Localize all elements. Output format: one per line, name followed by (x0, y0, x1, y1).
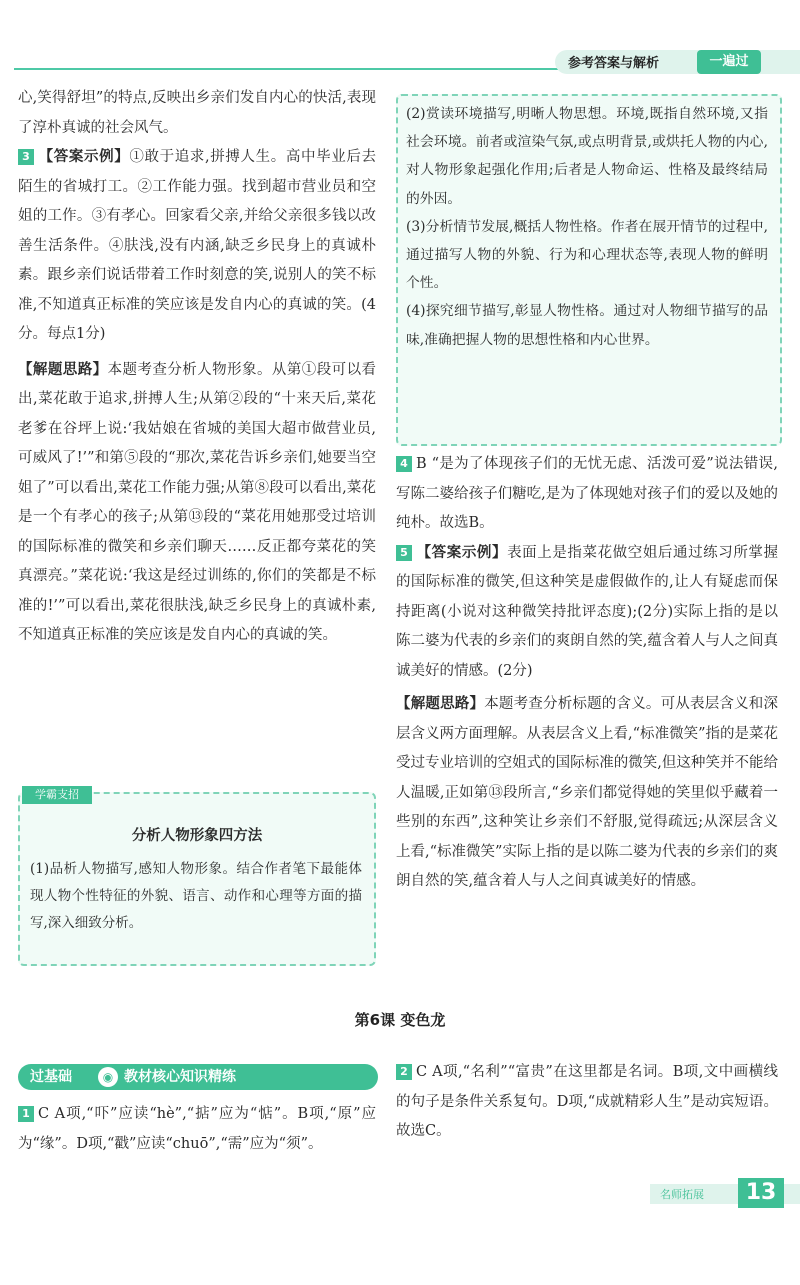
q2-text: C A项,“名利”“富贵”在这里都是名词。B项,文中画横线的句子是条件关系复句。D项,“成就精彩人生”是动宾短语。故选C。 (396, 1064, 778, 1139)
left-column (18, 84, 376, 651)
q2-answer (396, 1058, 778, 1147)
q5-label: 【答案示例】 (416, 544, 508, 561)
q4-answer (396, 450, 778, 539)
lesson-title: 第6课 变色龙 (354, 1011, 446, 1029)
q3-thinking (18, 356, 376, 651)
intro-text: 心,笑得舒坦”的特点,反映出乡亲们发自内心的快活,表现了淳朴真诚的社会风气。 (18, 90, 376, 136)
section-label: 过基础 (30, 1069, 72, 1085)
q5-think-label: 【解题思路】 (396, 696, 485, 712)
q1-text: C A项,“吓”应读“hè”,“掂”应为“惦”。B项,“原”应为“缘”。D项,“戳”应读“chuō”,“需”应为“须”。 (18, 1106, 376, 1152)
q3-number: 3 (18, 149, 34, 165)
footer-label: 名师拓展 (660, 1188, 704, 1201)
q5-answer (396, 539, 778, 687)
q4-text: B “是为了体现孩子们的无忧无虑、活泼可爱”说法错误,写陈二婆给孩子们糖吃,是为了体现她对孩子们的爱以及她的纯朴。故选B。 (396, 456, 778, 531)
page-number: 13 (738, 1178, 784, 1208)
tip-p3: (3)分析情节发展,概括人物性格。作者在展开情节的过程中,通过描写人物的外貌、行为和心理状态等,表现人物的鲜明个性。 (406, 218, 768, 292)
q5-thinking (396, 690, 778, 897)
tip-continued-text (406, 100, 768, 354)
tip-text (30, 856, 362, 937)
q3-text: ①敢于追求,拼搏人生。高中毕业后去陌生的省城打工。②工作能力强。找到超市营业员和空姐的工作。③有孝心。回家看父亲,并给父亲很多钱以改善生活条件。④肤浅,没有内涵,缺乏乡民身上的真诚朴素。跟乡亲们说话带着工作时刻意的笑,说别人的笑不标准,不知道真正标准的笑应该是发自内心的真诚的笑。(4分。每点1分) (18, 149, 377, 342)
q1-number: 1 (18, 1106, 34, 1122)
q2-number: 2 (396, 1064, 412, 1080)
tip-paragraph: (1)品析人物描写,感知人物形象。结合作者笔下最能体现人物个性特征的外貌、语言、动作和心理等方面的描写,深入细致分析。 (30, 861, 362, 931)
lesson-right (396, 1058, 778, 1147)
lock-icon: ◉ (98, 1067, 118, 1087)
right-column (396, 450, 778, 897)
tip-title: 分析人物形象四方法 (131, 828, 263, 844)
q3-answer (18, 143, 376, 350)
q4-number: 4 (396, 456, 412, 472)
tip-tag: 学霸支招 (22, 786, 92, 804)
q5-think-text: 本题考查分析标题的含义。可从表层含义和深层含义两方面理解。从表层含义上看,“标准微笑”指的是菜花受过专业培训的空姐式的国际标准的微笑,但这种笑并不能给人温暖,正如第⑬段所言,“乡亲们都觉得她的笑里似乎藏着一些别的东西”,这种笑让乡亲们不舒服,觉得疏远;从深层含义上看,“标准微笑”实际上指的是以陈二婆为代表的乡亲们的爽朗自然的笑,蕴含着人与人之间真诚美好的情感。 (396, 696, 779, 889)
q1-answer (18, 1100, 376, 1159)
q5-text: 表面上是指菜花做空姐后通过练习所掌握的国际标准的微笑,但这种笑是虚假做作的,让人有疑虑而保持距离(小说对这种微笑持批评态度);(2分)实际上指的是以陈二婆为代表的乡亲们的爽朗自然的笑,蕴含着人与人之间真诚美好的情感。(2分) (396, 544, 779, 679)
q5-number: 5 (396, 545, 412, 561)
q3-label: 【答案示例】 (38, 149, 130, 165)
lesson-left (18, 1100, 376, 1159)
q3-think-text: 本题考查分析人物形象。从第①段可以看出,菜花敢于追求,拼搏人生;从第②段的“十来天后,菜花老爹在谷坪上说:‘我姑娘在省城的美国大超市做营业员,可威风了!’”和第⑤段的“那次,菜花告诉乡亲们,她要当空姐了”可以看出,菜花工作能力强;从第⑧段可以看出,菜花是一个有孝心的孩子;从第⑬段的“菜花用她那受过培训的国际标准的微笑和乡亲们聊天……反正都夸菜花的笑真漂亮。”菜花说:‘我这是经过训练的,你们的笑都是不标准的!’”可以看出,菜花很肤浅,缺乏乡民身上的真诚朴素,不知道真正标准的笑应该是发自内心的真诚的笑。 (18, 361, 376, 643)
q3-think-label: 【解题思路】 (18, 361, 108, 378)
header-brand: 一遍过 (697, 50, 761, 74)
header-title: 参考答案与解析 (568, 56, 660, 71)
section-subtitle: 教材核心知识精练 (124, 1069, 236, 1085)
tip-p4: (4)探究细节描写,彰显人物性格。通过对人物细节描写的品味,准确把握人物的思想性格和内心世界。 (406, 303, 768, 348)
tip-p2: (2)赏读环境描写,明晰人物思想。环境,既指自然环境,又指社会环境。前者或渲染气氛,或点明背景,或烘托人物的内心,对人物形象起强化作用;后者是人物命运、性格及最终结局的外因。 (406, 106, 768, 207)
